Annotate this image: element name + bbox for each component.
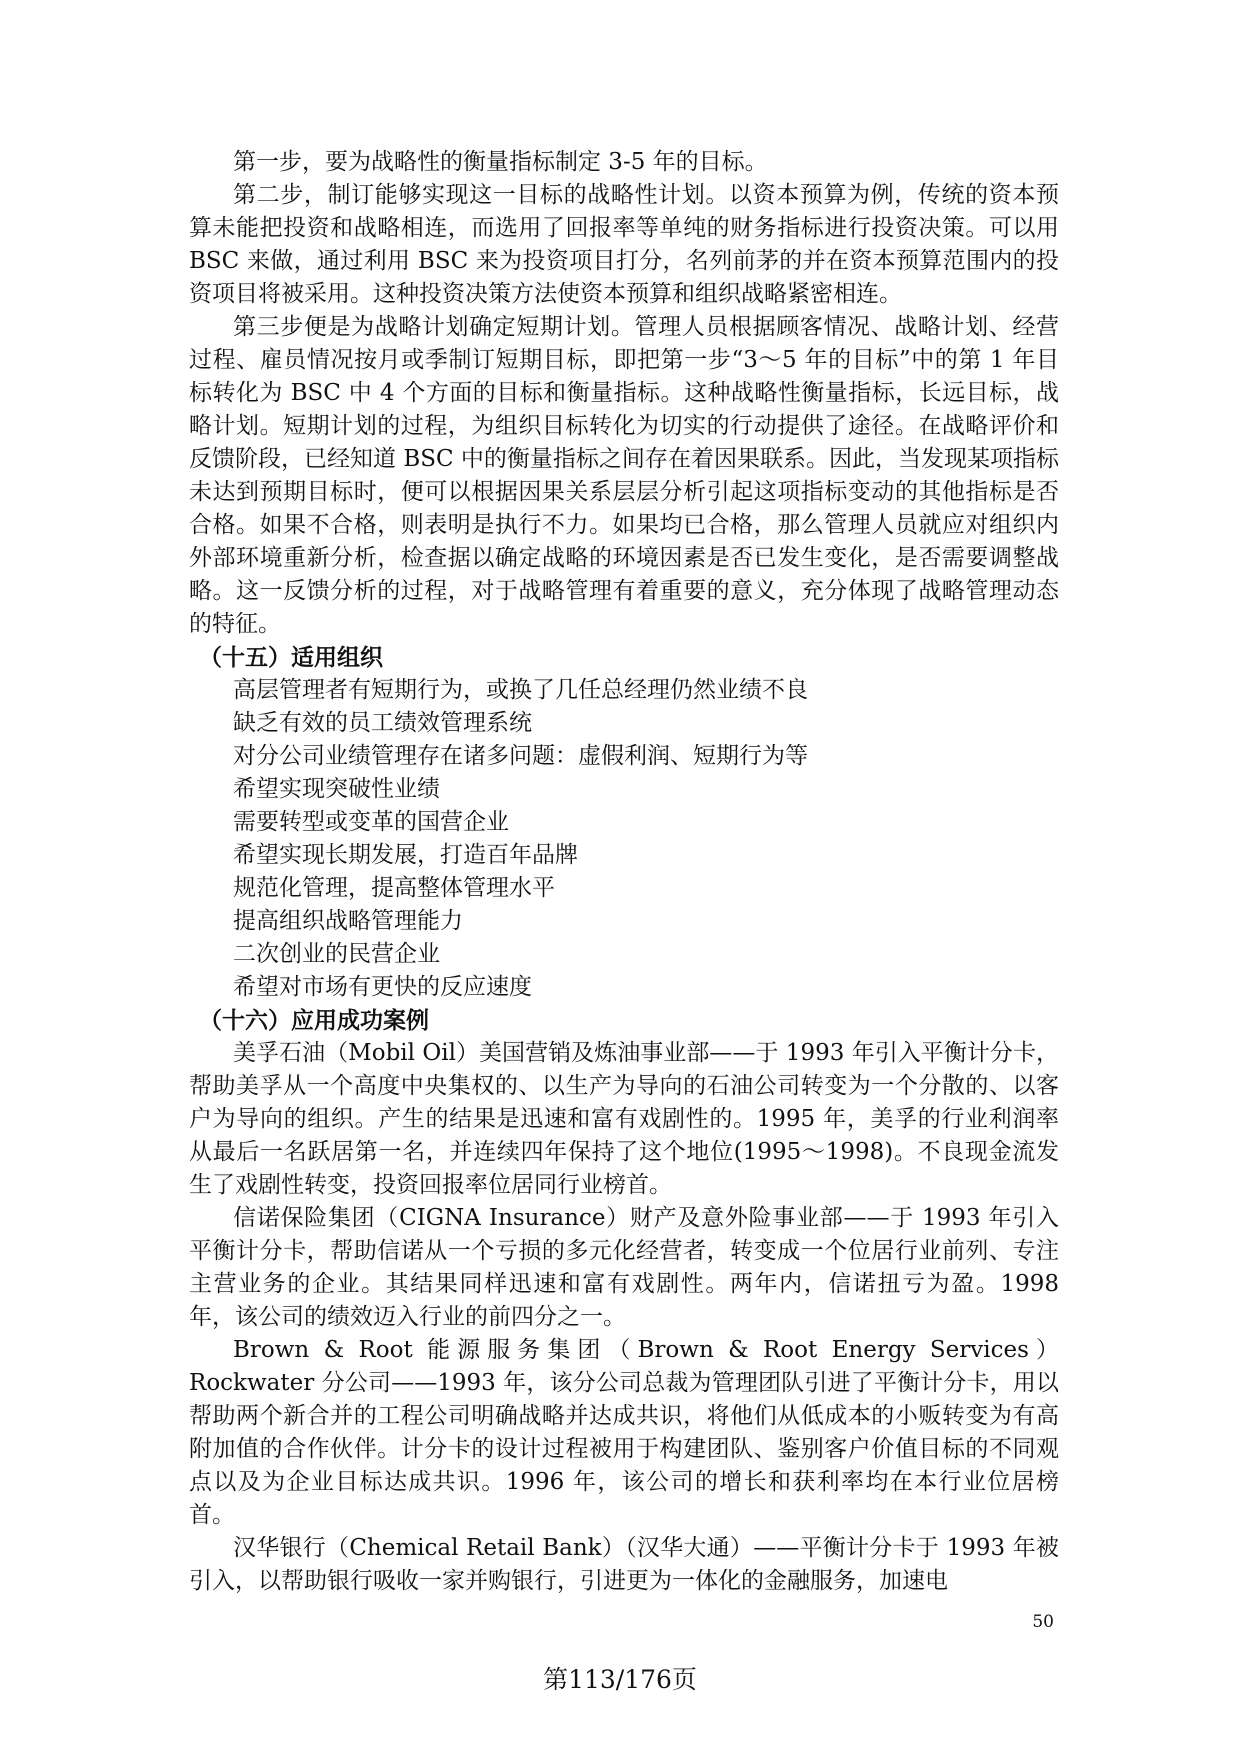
list-item: 希望对市场有更快的反应速度 [233,974,532,1000]
page-footer: 第113/176页 [543,1665,697,1694]
list-item: 希望实现长期发展，打造百年品牌 [233,842,578,868]
paragraph-step-one: 第一步，要为战略性的衡量指标制定 3-5 年的目标。 [233,149,768,175]
page-number: 50 [1032,1612,1054,1632]
case-paragraph-brown-root: Brown & Root 能源服务集团（Brown & Root Energy Services）Rockwater 分公司——1993 年，该分公司总裁为管理团队引进了平衡计分卡，用以帮助两个新合并的工程公司明确战略并达成共识，将他们从低成本的小贩转变为有高附加值的合作伙伴。计分卡的设计过程被用于构建团队、鉴别客户价值目标的不同观点以及为企业目标达成共识。1996 年，该公司的增长和获利率均在本行业位居榜首。 [189,1337,1059,1528]
list-item: 希望实现突破性业绩 [233,776,440,802]
page-content [189,146,1059,1598]
list-item: 规范化管理，提高整体管理水平 [233,875,555,901]
section-heading-16 [189,1004,1059,1037]
list-item: 需要转型或变革的国营企业 [233,809,509,835]
paragraph-step-two: 第二步，制订能够实现这一目标的战略性计划。以资本预算为例，传统的资本预算未能把投资和战略相连，而选用了回报率等单纯的财务指标进行投资决策。可以用 BSC 来做，通过利用 BSC 来为投资项目打分，名列前茅的并在资本预算范围内的投资项目将被采用。这种投资决策方法使资本预算和组织战略紧密相连。 [189,182,1059,307]
list-item: 提高组织战略管理能力 [233,908,463,934]
list-item: 缺乏有效的员工绩效管理系统 [233,710,532,736]
case-paragraph-mobil: 美孚石油（Mobil Oil）美国营销及炼油事业部——于 1993 年引入平衡计分卡，帮助美孚从一个高度中央集权的、以生产为导向的石油公司转变为一个分散的、以客户为导向的组织。产生的结果是迅速和富有戏剧性的。1995 年，美孚的行业利润率从最后一名跃居第一名，并连续四年保持了这个地位(1995～1998)。不良现金流发生了戏剧性转变，投资回报率位居同行业榜首。 [189,1040,1059,1198]
list-item: 对分公司业绩管理存在诸多问题：虚假利润、短期行为等 [233,743,808,769]
case-paragraph-chemical-bank: 汉华银行（Chemical Retail Bank）（汉华大通）——平衡计分卡于 1993 年被引入，以帮助银行吸收一家并购银行，引进更为一体化的金融服务，加速电 [189,1535,1059,1594]
section-heading-16-text: （十六）应用成功案例 [199,1007,429,1034]
paragraph-step-three: 第三步便是为战略计划确定短期计划。管理人员根据顾客情况、战略计划、经营过程、雇员情况按月或季制订短期目标，即把第一步“3～5 年的目标”中的第 1 年目标转化为 BSC 中 4 个方面的目标和衡量指标。这种战略性衡量指标，长远目标，战略计划。短期计划的过程，为组织目标转化为切实的行动提供了途径。在战略评价和反馈阶段，已经知道 BSC 中的衡量指标之间存在着因果联系。因此，当发现某项指标未达到预期目标时，便可以根据因果关系层层分析引起这项指标变动的其他指标是否合格。如果不合格，则表明是执行不力。如果均已合格，那么管理人员就应对组织内外部环境重新分析，检查据以确定战略的环境因素是否已发生变化，是否需要调整战略。这一反馈分析的过程，对于战略管理有着重要的意义，充分体现了战略管理动态的特征。 [189,314,1059,637]
section-heading-15-text: （十五）适用组织 [199,644,383,671]
list-item: 高层管理者有短期行为，或换了几任总经理仍然业绩不良 [233,677,808,703]
section-heading-15 [189,641,1059,674]
list-item: 二次创业的民营企业 [233,941,440,967]
case-paragraph-cigna: 信诺保险集团（CIGNA Insurance）财产及意外险事业部——于 1993 年引入平衡计分卡，帮助信诺从一个亏损的多元化经营者，转变成一个位居行业前列、专注主营业务的企业。其结果同样迅速和富有戏剧性。两年内，信诺扭亏为盈。1998 年，该公司的绩效迈入行业的前四分之一。 [189,1205,1059,1330]
